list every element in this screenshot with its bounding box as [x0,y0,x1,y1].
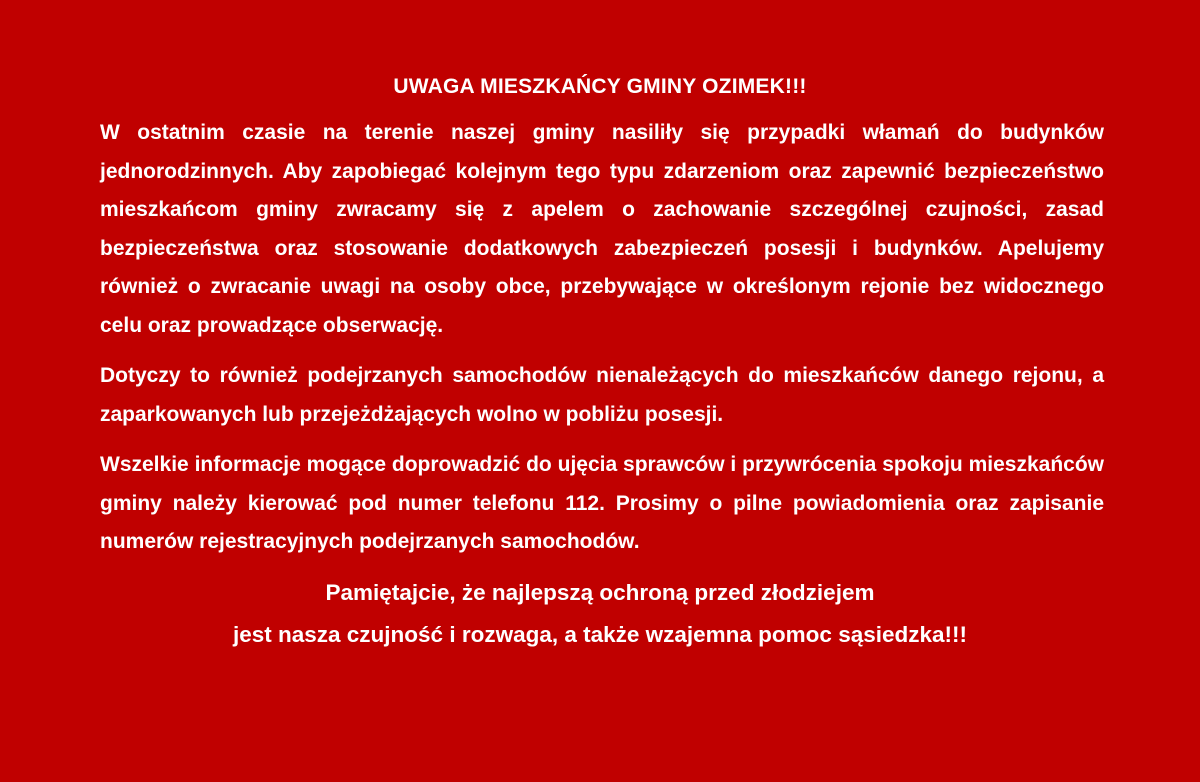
closing-line-2: jest nasza czujność i rozwaga, a także wzajemna pomoc sąsiedzka!!! [232,621,967,647]
closing-line-1: Pamiętajcie, że najlepszą ochroną przed złodziejem [325,579,875,605]
notice-paragraph-suspicious-cars: Dotyczy to również podejrzanych samochodów nienależących do mieszkańców danego rejonu, a zaparkowanych lub przejeżdżających wolno w pobliżu posesji. [100,364,1104,426]
notice-paragraph-burglaries: W ostatnim czasie na terenie naszej gminy nasiliły się przypadki włamań do budynków jednorodzinnych. Aby zapobiegać kolejnym tego typu zdarzeniom oraz zapewnić bezpieczeństwo mieszkańcom gminy zwracamy się z apelem o zachowanie szczególnej czujności, zasad bezpieczeństwa oraz stosowanie dodatkowych zabezpieczeń posesji i budynków. Apelujemy również o zwracanie uwagi na osoby obce, przebywające w określonym rejonie bez widocznego celu oraz prowadzące obserwację. [100,121,1104,337]
notice-title: UWAGA MIESZKAŃCY GMINY OZIMEK!!! [393,75,807,98]
notice-closing [0,572,1200,656]
notice-paragraph-contact-112: Wszelkie informacje mogące doprowadzić do ujęcia sprawców i przywrócenia spokoju mieszkańców gminy należy kierować pod numer telefonu 112. Prosimy o pilne powiadomienia oraz zapisanie numerów rejestracyjnych podejrzanych samochodów. [100,453,1104,553]
